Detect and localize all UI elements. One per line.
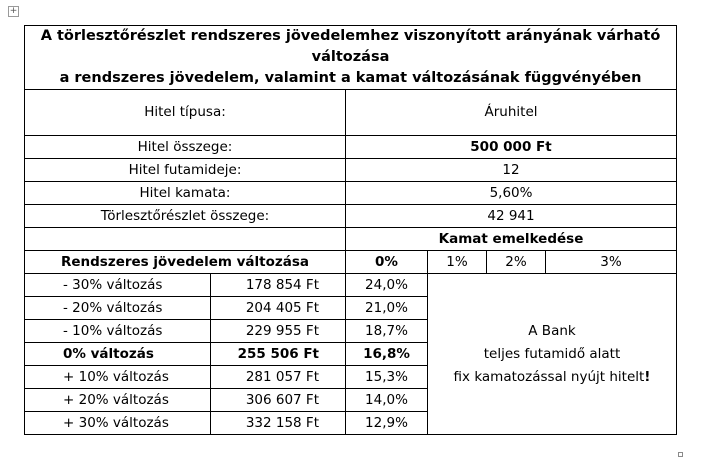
row-change: - 10% változás: [25, 320, 211, 343]
row-income: 229 955 Ft: [211, 320, 346, 343]
note-line-1: A Bank: [528, 322, 576, 339]
row-change: + 20% változás: [25, 389, 211, 412]
note-exclamation: !: [644, 368, 651, 385]
row-ratio: 14,0%: [346, 389, 428, 412]
rate-col-1: 1%: [428, 251, 487, 274]
row-ratio: 18,7%: [346, 320, 428, 343]
loan-table: [24, 25, 677, 435]
loan-term-label: Hitel futamideje:: [25, 159, 346, 182]
row-income: 178 854 Ft: [211, 274, 346, 297]
rate-col-2: 2%: [487, 251, 546, 274]
table-move-handle-icon[interactable]: +: [9, 6, 18, 16]
row-ratio: 16,8%: [346, 343, 428, 366]
title-line-2: a rendszeres jövedelem, valamint a kamat változásának függvényében: [59, 70, 642, 86]
note-line-3: fix kamatozással nyújt hitelt: [453, 368, 645, 385]
loan-amount-label: Hitel összege:: [25, 136, 346, 159]
rate-increase-header: Kamat emelkedése: [346, 228, 677, 251]
rate-col-0: 0%: [346, 251, 428, 274]
row-ratio: 21,0%: [346, 297, 428, 320]
installment-value: 42 941: [346, 205, 677, 228]
row-change: - 30% változás: [25, 274, 211, 297]
rate-col-3: 3%: [546, 251, 677, 274]
table-resize-handle-icon[interactable]: [678, 452, 683, 457]
row-change: + 30% változás: [25, 412, 211, 435]
loan-term-value: 12: [346, 159, 677, 182]
table-title: [25, 26, 677, 90]
row-income: 204 405 Ft: [211, 297, 346, 320]
row-income: 332 158 Ft: [211, 412, 346, 435]
loan-rate-value: 5,60%: [346, 182, 677, 205]
empty-cell: [25, 228, 346, 251]
row-ratio: 24,0%: [346, 274, 428, 297]
row-ratio: 15,3%: [346, 366, 428, 389]
fixed-rate-note: [428, 274, 677, 435]
loan-rate-label: Hitel kamata:: [25, 182, 346, 205]
note-line-2: teljes futamidő alatt: [483, 345, 621, 362]
row-change: - 20% változás: [25, 297, 211, 320]
row-change: + 10% változás: [25, 366, 211, 389]
title-line-1: A törlesztőrészlet rendszeres jövedelemhez viszonyított arányának várható változása: [40, 28, 661, 65]
row-income: 255 506 Ft: [211, 343, 346, 366]
row-change: 0% változás: [25, 343, 211, 366]
row-ratio: 12,9%: [346, 412, 428, 435]
income-change-header: Rendszeres jövedelem változása: [25, 251, 346, 274]
row-income: 306 607 Ft: [211, 389, 346, 412]
installment-label: Törlesztőrészlet összege:: [25, 205, 346, 228]
table-row: [25, 274, 677, 297]
loan-amount-value: 500 000 Ft: [346, 136, 677, 159]
row-income: 281 057 Ft: [211, 366, 346, 389]
loan-type-label: Hitel típusa:: [25, 90, 346, 136]
loan-type-value: Áruhitel: [346, 90, 677, 136]
